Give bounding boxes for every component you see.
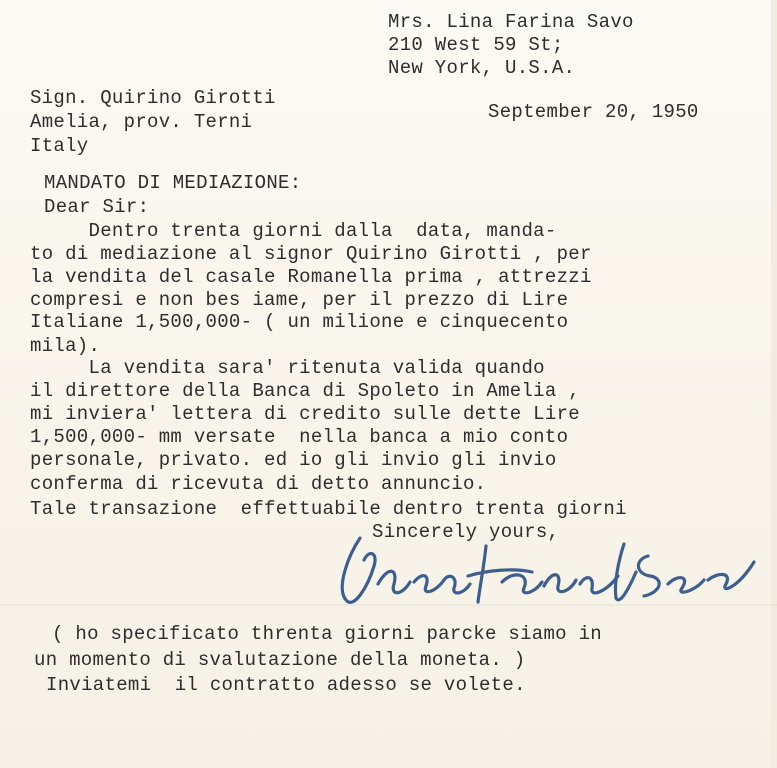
postscript-line: Inviatemi il contratto adesso se volete.: [46, 674, 526, 696]
body-line: il direttore della Banca di Spoleto in Amelia ,: [30, 380, 580, 402]
body-line: conferma di ricevuta di detto annuncio.: [30, 473, 487, 495]
letter-subject: MANDATO DI MEDIAZIONE:: [44, 172, 302, 194]
sender-city: New York, U.S.A.: [388, 57, 576, 79]
postscript-line: ( ho specificato threnta giorni parcke siamo in: [52, 623, 602, 645]
body-line: to di mediazione al signor Quirino Girotti , per: [30, 243, 592, 265]
salutation: Dear Sir:: [44, 196, 150, 218]
recipient-country: Italy: [30, 135, 89, 157]
body-line: la vendita del casale Romanella prima , attrezzi: [30, 266, 592, 288]
sender-street: 210 West 59 St;: [388, 34, 564, 56]
paper-edge: [771, 0, 777, 768]
body-line: compresi e non bes iame, per il prezzo di Lire: [30, 289, 569, 311]
handwritten-signature: [318, 526, 758, 616]
signature-drawing: [318, 526, 758, 616]
body-line: mi inviera' lettera di credito sulle dette Lire: [30, 403, 580, 425]
letter-date: September 20, 1950: [488, 101, 699, 123]
body-line: Tale transazione effettuabile dentro trenta giorni: [30, 498, 627, 520]
recipient-name: Sign. Quirino Girotti: [30, 87, 276, 109]
body-line: Italiane 1,500,000- ( un milione e cinquecento: [30, 311, 569, 333]
body-line: personale, privato. ed io gli invio gli invio: [30, 449, 557, 471]
recipient-town: Amelia, prov. Terni: [30, 111, 253, 133]
body-line: mila).: [30, 335, 101, 357]
body-line: La vendita sara' ritenuta valida quando: [30, 357, 545, 379]
body-line: Dentro trenta giorni dalla data, manda-: [30, 220, 557, 242]
postscript-line: un momento di svalutazione della moneta. ): [34, 649, 526, 671]
closing: Sincerely yours,: [372, 521, 560, 543]
body-line: 1,500,000- mm versate nella banca a mio conto: [30, 426, 569, 448]
sender-name: Mrs. Lina Farina Savo: [388, 11, 634, 33]
